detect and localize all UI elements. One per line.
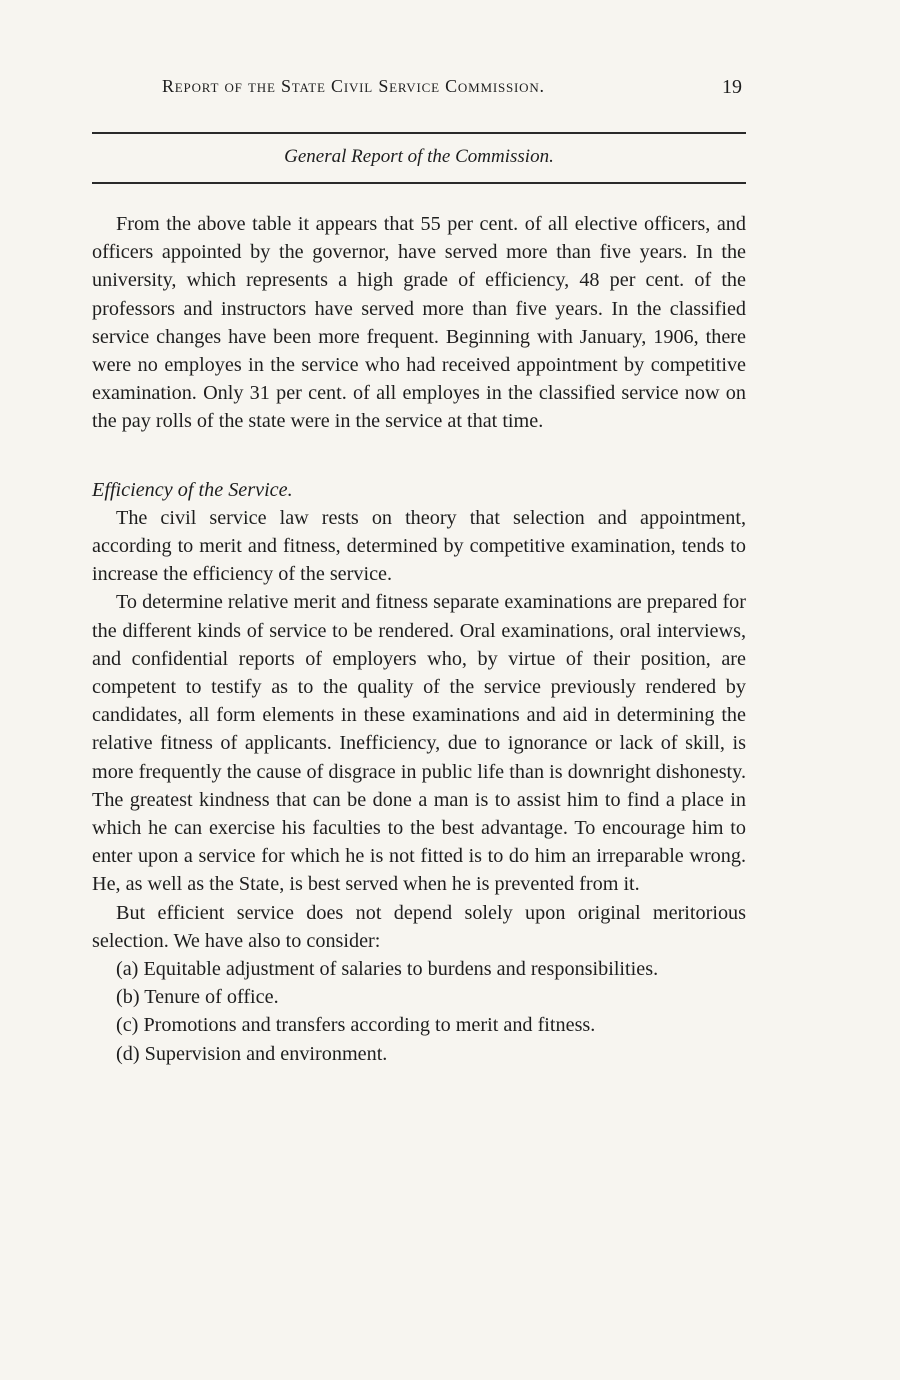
top-rule — [92, 132, 746, 134]
intro-paragraph: From the above table it appears that 55 per cent. of all elective officers, and officers appointed by the governor, have served more than five years. In the university, which represents a high grade of efficiency, 48 per cent. of the professors and instructors have served more than five years. In the classified service changes have been more frequent. Beginning with January, 1906, there were no employes in the service who had received appointment by competitive examination. Only 31 per cent. of all employes in the classified service now on the pay rolls of the state were in the service at that time. — [92, 213, 746, 433]
page-header — [92, 76, 746, 104]
body-text — [92, 210, 746, 1068]
page-number: 19 — [722, 76, 742, 98]
list-item-b: (b) Tenure of office. — [116, 986, 279, 1009]
list-item-c: (c) Promotions and transfers according to merit and fitness. — [116, 1014, 596, 1037]
bottom-rule — [92, 182, 746, 184]
paragraph-law-theory: The civil service law rests on theory that selection and appointment, according to merit and fitness, determined by competitive examination, tends to increase the efficiency of the service. — [92, 506, 746, 586]
section-heading: Efficiency of the Service. — [92, 478, 293, 501]
paragraph-examinations: To determine relative merit and fitness separate examinations are prepared for the different kinds of service to be rendered. Oral examinations, oral interviews, and confidential reports of employers who, by virtue of their position, are competent to testify as to the quality of the service previously rendered by candidates, all form elements in these examinations and aid in determining the relative fitness of applicants. Inefficiency, due to ignorance or lack of skill, is more frequently the cause of disgrace in public life than is downright dishonesty. The greatest kindness that can be done a man is to assist him to find a place in which he can exercise his faculties to the best advantage. To encourage him to enter upon a service for which he is not fitted is to do him an irreparable wrong. He, as well as the State, is best served when he is prevented from it. — [92, 591, 746, 896]
list-item-a: (a) Equitable adjustment of salaries to burdens and responsibilities. — [116, 958, 659, 981]
list-item-d: (d) Supervision and environment. — [116, 1042, 388, 1065]
paragraph-consider: But efficient service does not depend solely upon original meritorious selection. We have also to consider: — [92, 901, 746, 952]
section-subtitle: General Report of the Commission. — [284, 146, 554, 167]
running-title: Report of the State Civil Service Commission. — [162, 76, 545, 96]
